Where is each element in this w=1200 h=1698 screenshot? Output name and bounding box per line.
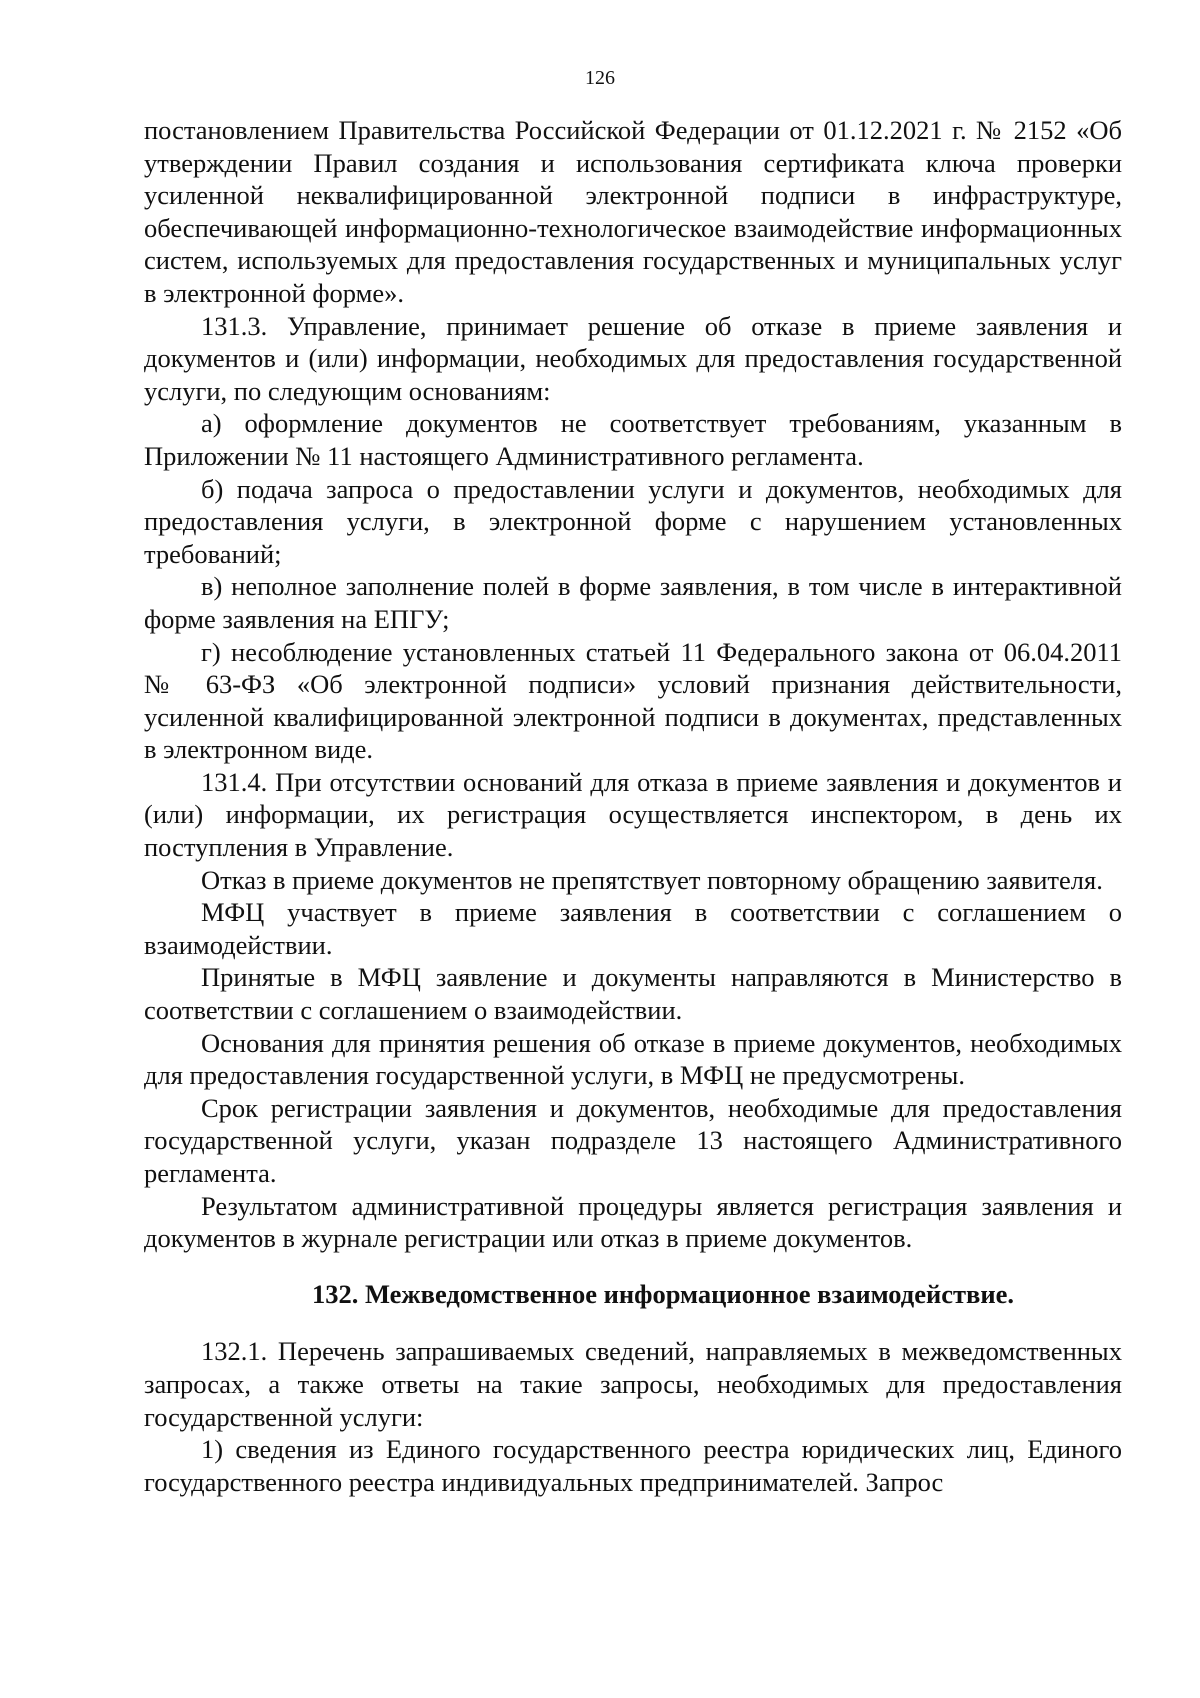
paragraph-item-a: а) оформление документов не соответствует требованиям, указанным в Приложении № 11 настоящего Административного регламента. [144,408,1122,471]
paragraph-131-3: 131.3. Управление, принимает решение об отказе в приеме заявления и документов и (или) информации, необходимых для предоставления государственной услуги, по следующим основаниям: [144,310,1122,406]
paragraph-refusal: Отказ в приеме документов не препятствует повторному обращению заявителя. [201,864,1103,895]
paragraph-continuation: постановлением Правительства Российской Федерации от 01.12.2021 г. № 2152 «Об утверждении Правил создания и использования сертификата ключа проверки усиленной неквалифицированной электронной подписи в инфраструктуре, обеспечивающей информационно-технологическое взаимодействие информационных систем, используемых для предоставления государственных и муниципальных услуг в электронной форме». [144,115,1122,308]
paragraph-132-1: 132.1. Перечень запрашиваемых сведений, направляемых в межведомственных запросах, а также ответы на такие запросы, необходимых для предоставления государственной услуги: [144,1336,1122,1432]
paragraph-item-v: в) неполное заполнение полей в форме заявления, в том числе в интерактивной форме заявления на ЕПГУ; [144,571,1122,634]
paragraph-registration-term: Срок регистрации заявления и документов, необходимые для предоставления государственной услуги, указан подразделе 13 настоящего Административного регламента. [144,1092,1122,1188]
document-body [144,114,1122,1498]
paragraph-mfc-participation: МФЦ участвует в приеме заявления в соответствии с соглашением о взаимодействии. [144,897,1122,960]
paragraph-item-g: г) несоблюдение установленных статьей 11 Федерального закона от 06.04.2011 № 63-ФЗ «Об электронной подписи» условий признания действительности, усиленной квалифицированной электронной подписи в документах, представленных в электронном виде. [144,636,1122,765]
paragraph-mfc-grounds: Основания для принятия решения об отказе в приеме документов, необходимых для предоставления государственной услуги, в МФЦ не предусмотрены. [144,1027,1122,1091]
paragraph-result: Результатом административной процедуры является регистрация заявления и документов в журнале регистрации или отказ в приеме документов. [144,1190,1122,1254]
paragraph-mfc-documents: Принятые в МФЦ заявление и документы направляются в Министерство в соответствии с соглашением о взаимодействии. [144,962,1122,1026]
page-number: 126 [585,67,615,89]
paragraph-item-1: 1) сведения из Единого государственного реестра юридических лиц, Единого государственного реестра индивидуальных предпринимателей. Запрос [144,1434,1122,1497]
paragraph-item-b: б) подача запроса о предоставлении услуги и документов, необходимых для предоставления услуги, в электронной форме с нарушением установленных требований; [144,473,1122,569]
section-heading: 132. Межведомственное информационное взаимодействие. [312,1278,1014,1309]
paragraph-131-4: 131.4. При отсутствии оснований для отказа в приеме заявления и документов и (или) информации, их регистрация осуществляется инспектором, в день их поступления в Управление. [144,766,1122,863]
